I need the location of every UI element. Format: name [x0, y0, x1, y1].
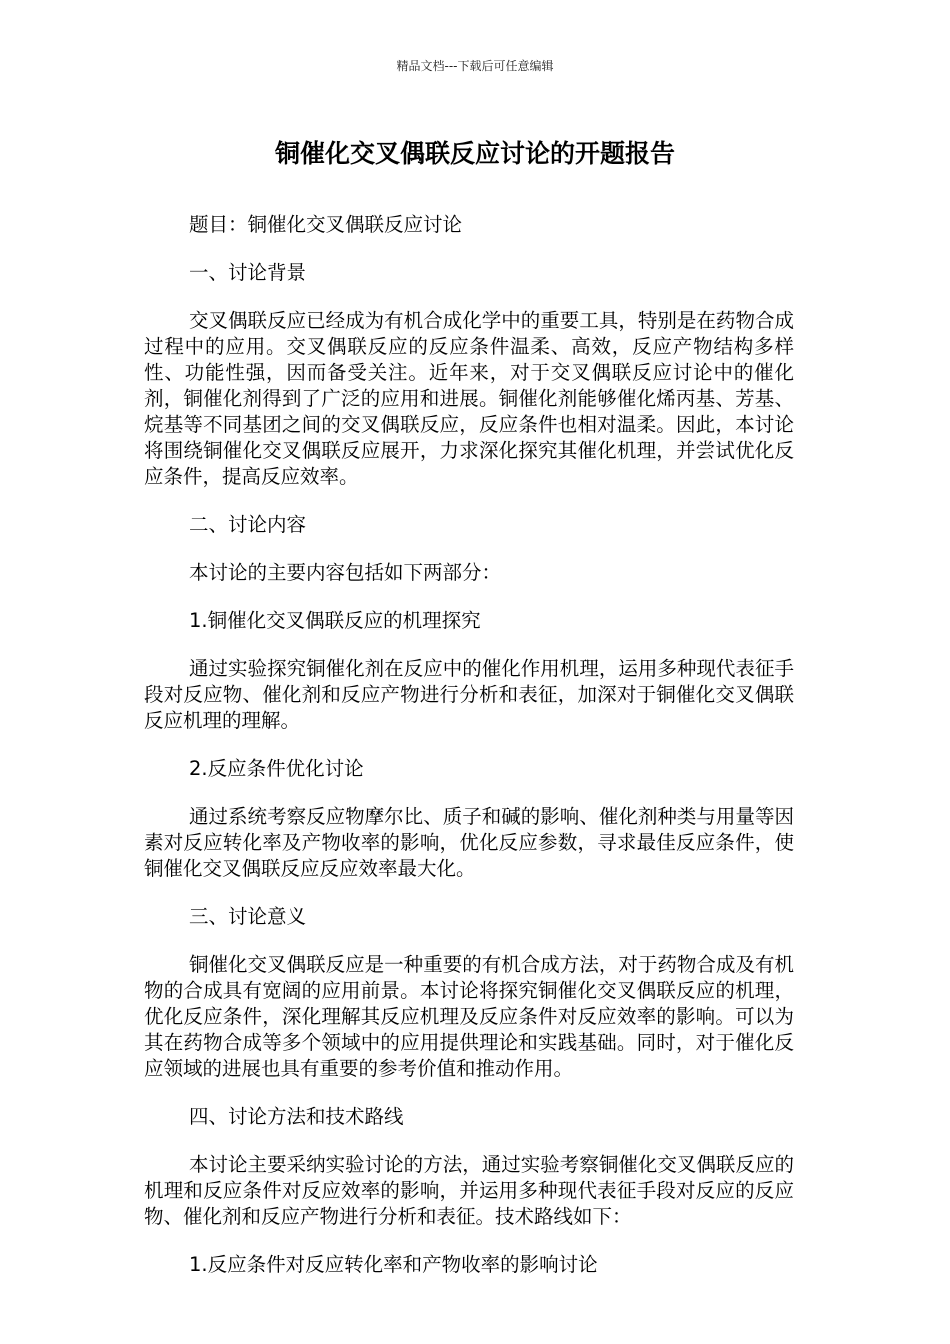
- section-heading-background: 一、讨论背景: [189, 261, 307, 284]
- section-heading-content: 二、讨论内容: [189, 513, 307, 536]
- significance-paragraph: 铜催化交叉偶联反应是一种重要的有机合成方法，对于药物合成及有机物的合成具有宽阔的应用前景。本讨论将探究铜催化交叉偶联反应的机理，优化反应条件，深化理解其反应机理及反应条件对反应效率的影响。可以为其在药物合成等多个领域中的应用提供理论和实践基础。同时，对于催化反应领域的进展也具有重要的参考价值和推动作用。: [144, 953, 794, 1080]
- section-heading-significance: 三、讨论意义: [189, 905, 307, 928]
- content-intro: 本讨论的主要内容包括如下两部分：: [189, 561, 502, 584]
- subheading-mechanism: 1.铜催化交叉偶联反应的机理探究: [189, 609, 481, 632]
- optimization-paragraph: 通过系统考察反应物摩尔比、质子和碱的影响、催化剂种类与用量等因素对反应转化率及产物收率的影响，优化反应参数，寻求最佳反应条件，使铜催化交叉偶联反应反应效率最大化。: [144, 805, 794, 880]
- section-heading-methods: 四、讨论方法和技术路线: [189, 1105, 404, 1128]
- background-paragraph: 交叉偶联反应已经成为有机合成化学中的重要工具，特别是在药物合成过程中的应用。交叉偶联反应的反应条件温柔、高效，反应产物结构多样性、功能性强，因而备受关注。近年来，对于交叉偶联反应讨论中的催化剂，铜催化剂得到了广泛的应用和进展。铜催化剂能够催化烯丙基、芳基、烷基等不同基团之间的交叉偶联反应，反应条件也相对温柔。因此，本讨论将围绕铜催化交叉偶联反应展开，力求深化探究其催化机理，并尝试优化反应条件，提高反应效率。: [144, 309, 794, 488]
- topic-line: 题目：铜催化交叉偶联反应讨论: [189, 213, 463, 236]
- mechanism-paragraph: 通过实验探究铜催化剂在反应中的催化作用机理，运用多种现代表征手段对反应物、催化剂和反应产物进行分析和表征，加深对于铜催化交叉偶联反应机理的理解。: [144, 657, 794, 732]
- page-title: 铜催化交叉偶联反应讨论的开题报告: [274, 139, 675, 168]
- route-item-1: 1.反应条件对反应转化率和产物收率的影响讨论: [189, 1253, 598, 1276]
- header-note: 精品文档---下载后可任意编辑: [396, 59, 554, 73]
- methods-paragraph: 本讨论主要采纳实验讨论的方法，通过实验考察铜催化交叉偶联反应的机理和反应条件对反应效率的影响，并运用多种现代表征手段对反应的反应物、催化剂和反应产物进行分析和表征。技术路线如下：: [144, 1153, 794, 1228]
- document-body: [144, 212, 794, 1300]
- subheading-optimization: 2.反应条件优化讨论: [189, 757, 364, 780]
